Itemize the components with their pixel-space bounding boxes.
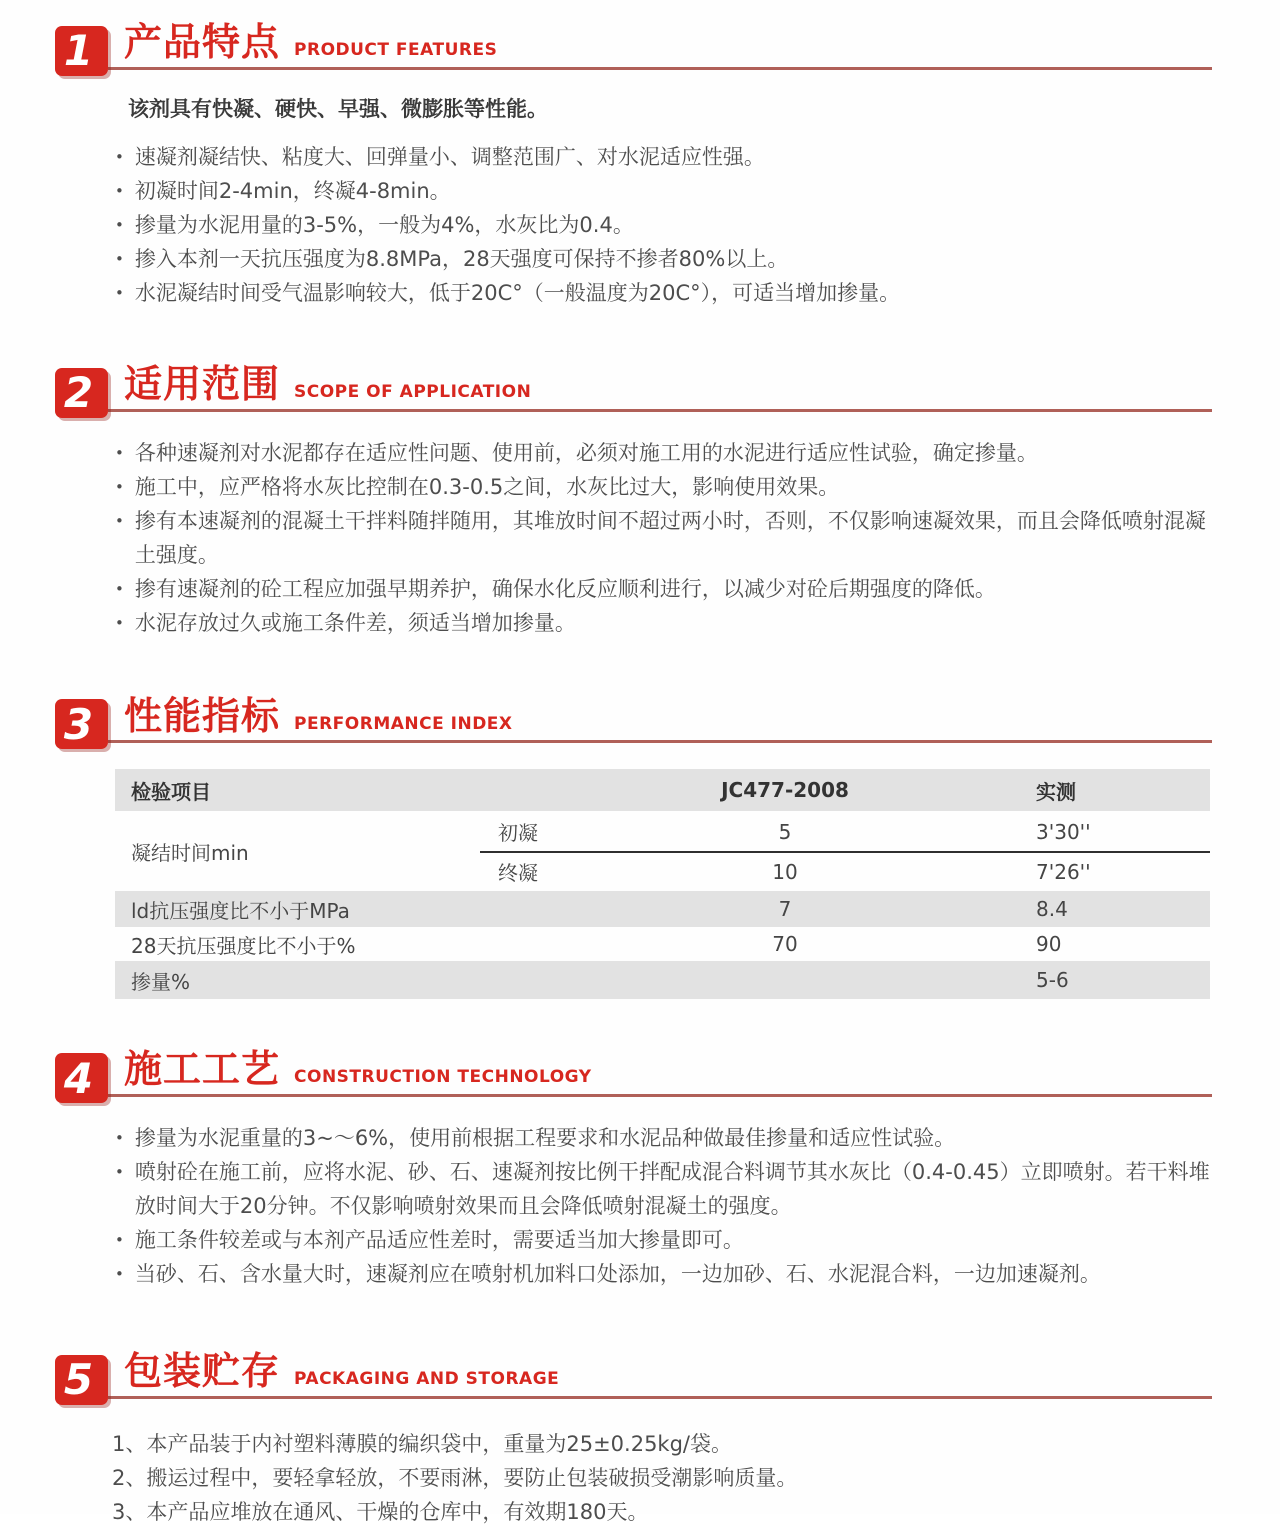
cell-measured: 8.4: [1036, 897, 1068, 922]
section-title-underline: [108, 1351, 1212, 1399]
section-number-badge: 4: [55, 1053, 108, 1103]
section-5-header: [55, 1349, 1212, 1405]
bullet-item: [115, 1121, 1210, 1155]
section-title-en: PERFORMANCE INDEX: [294, 713, 513, 734]
table-row: [115, 927, 1210, 961]
bullet-item: [115, 436, 1210, 470]
bullet-text: 施工中，应严格将水灰比控制在0.3-0.5之间，水灰比过大，影响使用效果。: [134, 474, 840, 499]
bullet-item: [115, 174, 1210, 208]
scope-bullet-list: [115, 436, 1210, 640]
bullet-dot-icon: •: [115, 181, 124, 200]
bullet-item: [115, 504, 1210, 572]
section-2-header: [55, 361, 1212, 418]
bullet-text: 水泥凝结时间受气温影响较大，低于20C°（一般温度为20C°），可适当增加掺量。: [134, 280, 901, 305]
section-title-en: PACKAGING AND STORAGE: [294, 1369, 560, 1390]
section-title-underline: [108, 22, 1212, 70]
table-row-setting-time: [115, 811, 1210, 891]
table-row: [115, 891, 1210, 927]
section-number-badge: 2: [55, 368, 108, 418]
header-cell-item: 检验项目: [131, 779, 211, 804]
header-cell-standard: JC477-2008: [721, 778, 849, 803]
bullet-text: 当砂、石、含水量大时，速凝剂应在喷射机加料口处添加，一边加砂、石、水泥混合料，一边加速凝剂。: [134, 1262, 1101, 1287]
section-1-header: [55, 20, 1212, 76]
section-title-underline: [108, 361, 1212, 412]
bullet-text: 掺量为水泥重量的3~～6%，使用前根据工程要求和水泥品种做最佳掺量和适应性试验。: [134, 1126, 956, 1151]
bullet-text: 掺量为水泥用量的3-5%，一般为4%，水灰比为0.4。: [134, 212, 634, 237]
bullet-text: 水泥存放过久或施工条件差，须适当增加掺量。: [134, 610, 576, 635]
cell-standard-initial: 5: [778, 819, 792, 844]
cell-standard: 70: [772, 932, 798, 957]
cell-measured: 90: [1036, 932, 1062, 957]
bullet-dot-icon: •: [115, 249, 124, 268]
bullet-dot-icon: •: [115, 1163, 124, 1182]
section-number-badge: 1: [55, 26, 108, 76]
section-3-header: [55, 693, 1212, 749]
bullet-dot-icon: •: [115, 1129, 124, 1148]
bullet-text: 初凝时间2-4min，终凝4-8min。: [134, 178, 451, 203]
cell-measured-initial: 3'30'': [1036, 819, 1091, 844]
numbered-item: 2、搬运过程中，要轻拿轻放，不要雨淋，要防止包装破损受潮影响质量。: [112, 1465, 798, 1490]
bullet-text: 速凝剂凝结快、粘度大、回弹量小、调整范围广、对水泥适应性强。: [134, 144, 765, 169]
section-title-zh: 施工工艺: [124, 1047, 281, 1092]
bullet-dot-icon: •: [115, 443, 124, 462]
bullet-dot-icon: •: [115, 283, 124, 302]
bullet-dot-icon: •: [115, 1265, 124, 1284]
bullet-item: [115, 242, 1210, 276]
section-title-zh: 性能指标: [124, 693, 281, 738]
bullet-dot-icon: •: [115, 215, 124, 234]
cell-standard-final: 10: [772, 859, 798, 884]
bullet-item: [115, 1257, 1210, 1291]
bullet-dot-icon: •: [115, 477, 124, 496]
bullet-text: 各种速凝剂对水泥都存在适应性问题、使用前，必须对施工用的水泥进行适应性试验，确定掺量。: [134, 440, 1038, 465]
bullet-text: 喷射砼在施工前，应将水泥、砂、石、速凝剂按比例干拌配成混合料调节其水灰比（0.4-0.45）立即喷射。若干料堆放时间大于20分钟。不仅影响喷射效果而且会降低喷射混凝土的强度。: [134, 1160, 1210, 1219]
cell-item: 28天抗压强度比不小于%: [131, 933, 356, 958]
performance-table: [115, 769, 1210, 999]
bullet-item: [115, 208, 1210, 242]
feature-bullet-list: [115, 140, 1210, 310]
section-product-features: [0, 0, 1280, 310]
bullet-dot-icon: •: [115, 511, 124, 530]
table-row: [115, 961, 1210, 999]
section-number-badge: 5: [55, 1355, 108, 1405]
feature-intro: 该剂具有快凝、硬快、早强、微膨胀等性能。: [128, 96, 548, 121]
bullet-text: 掺有速凝剂的砼工程应加强早期养护，确保水化反应顺利进行，以减少对砼后期强度的降低。: [134, 576, 996, 601]
cell-item: 掺量%: [131, 969, 191, 994]
bullet-dot-icon: •: [115, 579, 124, 598]
cell-measured: 5-6: [1036, 968, 1069, 993]
cell-item: 凝结时间min: [131, 840, 249, 865]
numbered-item: 3、本产品应堆放在通风、干燥的仓库中，有效期180天。: [112, 1499, 649, 1524]
section-title-underline: [108, 1049, 1212, 1097]
bullet-item: [115, 276, 1210, 310]
section-performance-index: [0, 693, 1280, 1000]
bullet-dot-icon: •: [115, 147, 124, 166]
section-title-en: CONSTRUCTION TECHNOLOGY: [294, 1067, 592, 1088]
cell-measured-final: 7'26'': [1036, 859, 1091, 884]
bullet-text: 掺有本速凝剂的混凝土干拌料随拌随用，其堆放时间不超过两小时，否则，不仅影响速凝效果，而且会降低喷射混凝土强度。: [134, 508, 1206, 567]
cell-standard: 7: [778, 897, 792, 922]
section-title-en: PRODUCT FEATURES: [294, 40, 498, 60]
cell-sub-initial: 初凝: [498, 821, 538, 846]
bullet-item: [115, 1155, 1210, 1223]
numbered-item: 1、本产品装于内衬塑料薄膜的编织袋中，重量为25±0.25kg/袋。: [112, 1431, 733, 1456]
bullet-item: [115, 140, 1210, 174]
table-header-row: [115, 769, 1210, 811]
bullet-item: [115, 572, 1210, 606]
table-subrow-divider: [480, 851, 1210, 853]
section-title-underline: [108, 693, 1212, 744]
section-title-zh: 产品特点: [124, 20, 281, 64]
section-title-zh: 包装贮存: [124, 1349, 281, 1394]
section-number-badge: 3: [55, 699, 108, 749]
section-4-header: [55, 1047, 1212, 1103]
bullet-dot-icon: •: [115, 1231, 124, 1250]
bullet-item: [115, 1223, 1210, 1257]
section-title-zh: 适用范围: [124, 361, 281, 406]
header-cell-measured: 实测: [1036, 779, 1076, 804]
cell-sub-final: 终凝: [498, 861, 538, 886]
bullet-dot-icon: •: [115, 613, 124, 632]
bullet-item: [115, 470, 1210, 504]
section-title-en: SCOPE OF APPLICATION: [294, 381, 532, 402]
section-packaging-storage: [0, 1351, 1280, 1529]
section-construction-technology: [0, 1049, 1280, 1291]
bullet-text: 施工条件较差或与本剂产品适应性差时，需要适当加大掺量即可。: [134, 1228, 744, 1253]
construction-bullet-list: [115, 1121, 1210, 1291]
cell-item: ld抗压强度比不小于MPa: [131, 898, 350, 923]
bullet-item: [115, 606, 1210, 640]
bullet-text: 掺入本剂一天抗压强度为8.8MPa，28天强度可保持不掺者80%以上。: [134, 246, 789, 271]
section-scope-of-application: [0, 361, 1280, 640]
